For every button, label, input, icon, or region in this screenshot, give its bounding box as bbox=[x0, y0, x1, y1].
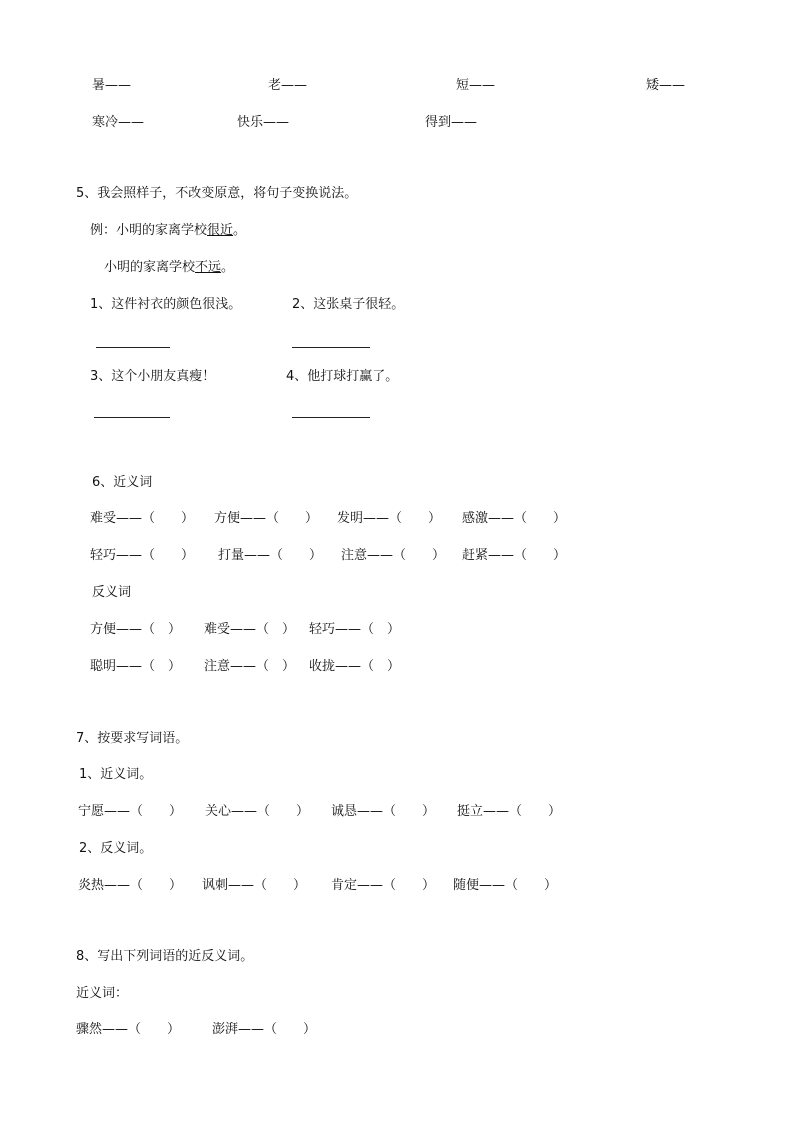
word-pair: 轻巧——（ ） bbox=[90, 548, 195, 563]
question-8-title: 8、写出下列词语的近反义词。 bbox=[76, 949, 254, 964]
question-7-title: 7、按要求写词语。 bbox=[76, 731, 189, 746]
word-item: 寒冷—— bbox=[92, 115, 145, 130]
word-pair: 肯定——（ ） bbox=[331, 878, 436, 893]
word-pair: 骤然——（ ） bbox=[76, 1022, 181, 1037]
word-pair: 难受——（ ） bbox=[90, 511, 195, 526]
sentence-item: 2、这张桌子很轻。 bbox=[292, 297, 405, 312]
sentence-item: 1、这件衬衣的颜色很浅。 bbox=[90, 297, 242, 312]
word-item: 老—— bbox=[268, 78, 308, 93]
word-pair: 诚恳——（ ） bbox=[331, 804, 436, 819]
answer-key-word: 不远 bbox=[195, 260, 222, 275]
word-pair: 收拢——（ ） bbox=[309, 659, 401, 674]
word-pair: 炎热——（ ） bbox=[78, 878, 183, 893]
word-pair: 聪明——（ ） bbox=[90, 659, 182, 674]
word-pair: 澎湃——（ ） bbox=[212, 1022, 317, 1037]
synonym-subtitle: 1、近义词。 bbox=[79, 767, 153, 782]
antonym-subtitle: 反义词 bbox=[92, 585, 132, 600]
answer-line[interactable] bbox=[292, 347, 370, 348]
word-pair: 宁愿——（ ） bbox=[78, 804, 183, 819]
word-pair: 方便——（ ） bbox=[214, 511, 319, 526]
word-pair: 赶紧——（ ） bbox=[462, 548, 567, 563]
word-item: 快乐—— bbox=[237, 115, 290, 130]
word-pair: 随便——（ ） bbox=[453, 878, 558, 893]
word-pair: 发明——（ ） bbox=[337, 511, 442, 526]
word-pair: 感激——（ ） bbox=[462, 511, 567, 526]
word-item: 矮—— bbox=[646, 78, 686, 93]
word-pair: 难受——（ ） bbox=[204, 622, 296, 637]
example-key-word: 很近 bbox=[207, 223, 234, 238]
example-answer: 小明的家离学校不远。 bbox=[104, 260, 235, 275]
sentence-item: 4、他打球打赢了。 bbox=[286, 369, 399, 384]
question-5-title: 5、我会照样子，不改变原意，将句子变换说法。 bbox=[76, 186, 358, 201]
word-pair: 轻巧——（ ） bbox=[309, 622, 401, 637]
question-6-title: 6、近义词 bbox=[92, 475, 153, 490]
word-item: 短—— bbox=[456, 78, 496, 93]
answer-line[interactable] bbox=[94, 417, 170, 418]
answer-line[interactable] bbox=[96, 347, 170, 348]
word-pair: 打量——（ ） bbox=[218, 548, 323, 563]
example-sentence: 例：小明的家离学校很近。 bbox=[90, 223, 247, 238]
word-item: 暑—— bbox=[92, 78, 132, 93]
answer-line[interactable] bbox=[292, 417, 370, 418]
word-pair: 注意——（ ） bbox=[204, 659, 296, 674]
word-pair: 方便——（ ） bbox=[90, 622, 182, 637]
antonym-subtitle: 2、反义词。 bbox=[79, 841, 153, 856]
word-pair: 关心——（ ） bbox=[205, 804, 310, 819]
word-pair: 讽刺——（ ） bbox=[202, 878, 307, 893]
word-pair: 注意——（ ） bbox=[341, 548, 446, 563]
word-pair: 挺立——（ ） bbox=[457, 804, 562, 819]
sentence-item: 3、这个小朋友真瘦！ bbox=[90, 369, 216, 384]
word-item: 得到—— bbox=[425, 115, 478, 130]
synonym-subtitle: 近义词： bbox=[76, 986, 129, 1001]
